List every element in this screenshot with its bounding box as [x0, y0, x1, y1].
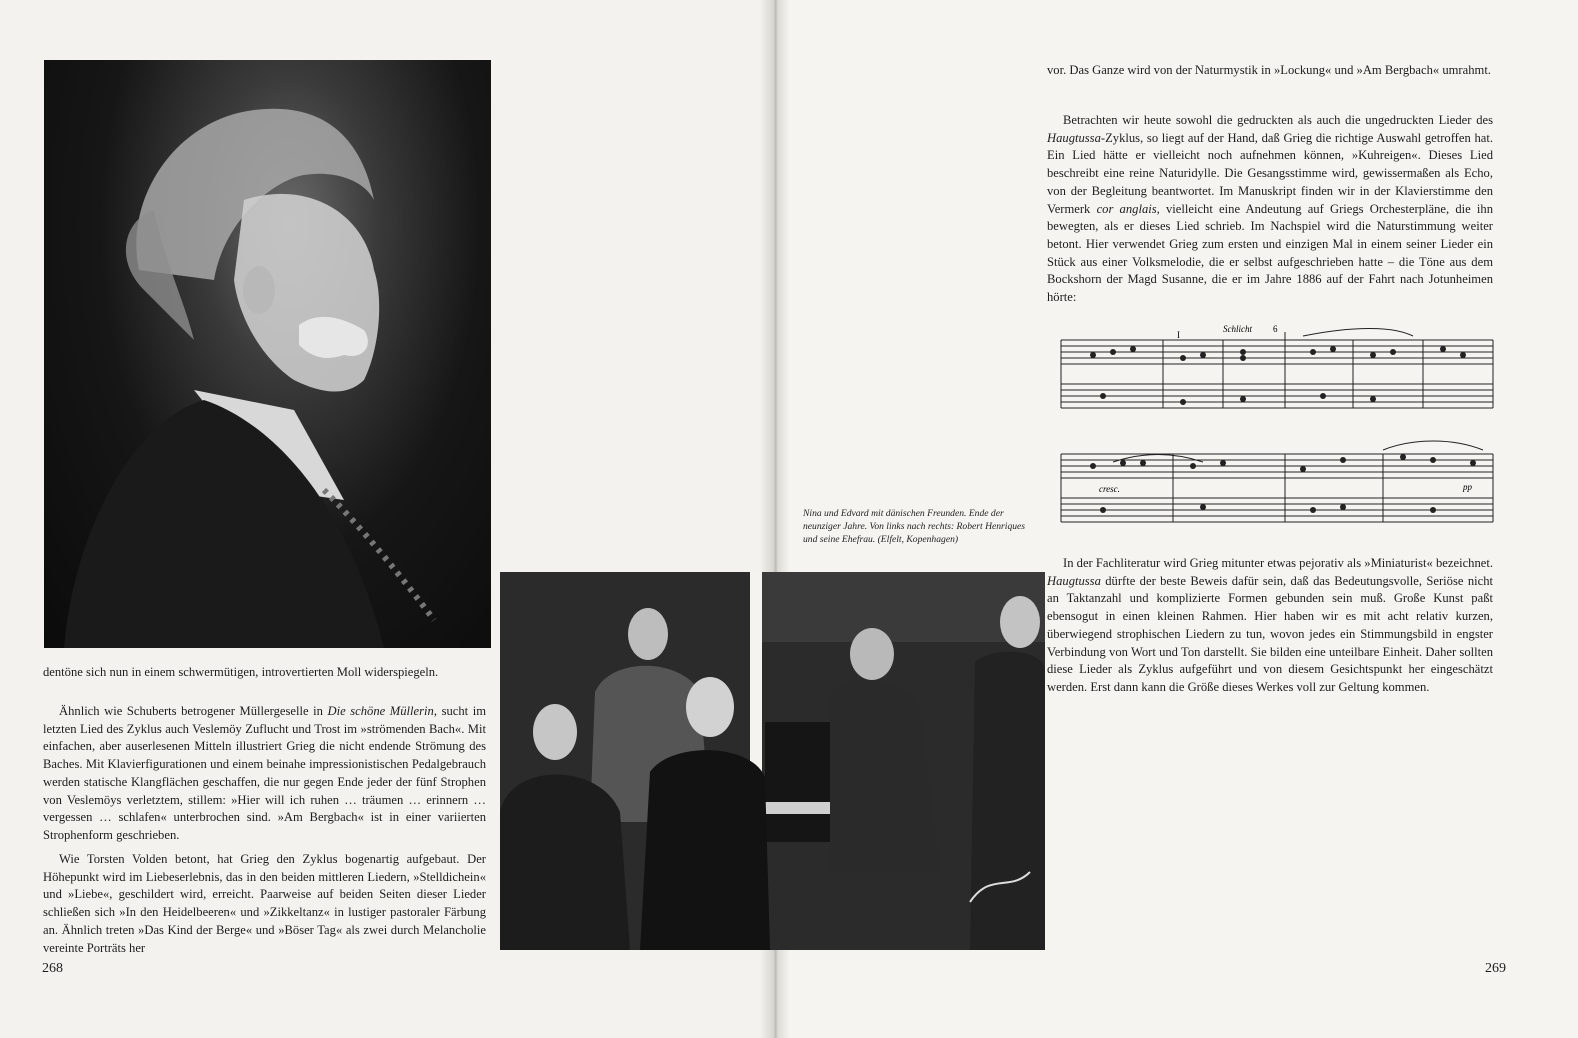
right-paragraph-2-text-a: Betrachten wir heute sowohl die gedruckten als auch die ungedruckten Lieder des: [1063, 113, 1493, 127]
right-paragraph-3-text-b: dürfte der beste Beweis dafür sein, daß das Bedeutungsvolle, Seriöse nicht an Taktanzahl und komplizierte Formen gebunden sein muß. Große Kunst paßt ebensogut in einen kleinen Rahmen. Hier haben wir es mit acht relativ kurzen, überwiegend strophischen Liedern zu tun, wovon jedes ein Stimmungsbild in engster Verbindung von Wort und Ton darstellt. Sie bilden eine unteilbare Einheit. Daher sollten diese Lieder als Zyklus aufgeführt und von diesem Gesichtspunkt her eingeschätzt werden. Erst dann kann die Größe dieses Werkes voll zur Geltung kommen.: [1047, 573, 1493, 694]
right-paragraph-2: [1047, 112, 1493, 307]
page-number-right: 269: [1485, 961, 1506, 976]
score-marking-six: 6: [1273, 324, 1278, 334]
right-paragraph-2-text-c: vielleicht eine Andeutung auf Griegs Orchesterpläne, die ihn bewegten, als er dieses Lied schrieb. Im Nachspiel wird die Naturstimmung weiter betont. Hier verwendet Grieg zum ersten und einzigen Mal in einem seiner Lieder ein Stück aus einer Volksmelodie, die er selbst aufgeschrieben hatte – die Töne aus dem Bockshorn der Magd Susanne, die er im Jahre 1886 auf der Fahrt nach Jotunheimen hörte:: [1047, 201, 1494, 305]
portrait-illustration: [44, 60, 491, 648]
score-dynamic-cresc: cresc.: [1099, 484, 1120, 494]
right-paragraph-2-text-b: -Zyklus, so liegt auf der Hand, daß Grieg die richtige Auswahl getroffen hat. Ein Lied hätte er vielleicht noch aufnehmen können, »Kuhreigen«. Dieses Lied beschreibt eine reine Naturidylle. Die Gesangsstimme wird, gewissermaßen als Echo, von der Begleitung beantwortet. Im Manuskript finden wir in der Klavierstimme den Vermerk: [1047, 130, 1493, 216]
right-paragraph-2-italic-2: cor anglais,: [1096, 201, 1160, 216]
right-paragraph-3-text-a: In der Fachliteratur wird Grieg mitunter etwas pejorativ als »Miniaturist« bezeichnet.: [1063, 556, 1493, 570]
score-marking-schlicht: Schlicht: [1223, 324, 1252, 334]
right-paragraph-2-italic-1: Haugtussa: [1047, 130, 1101, 145]
left-paragraph-2: [43, 703, 486, 845]
music-score: [1053, 322, 1523, 532]
grieg-portrait-photo: [44, 60, 491, 648]
group-photo: [500, 572, 1045, 950]
right-paragraph-3: [1047, 555, 1493, 697]
score-marking-one: I: [1177, 330, 1180, 340]
left-paragraph-3: Wie Torsten Volden betont, hat Grieg den Zyklus bogenartig aufgebaut. Der Höhepunkt wird im Liebeserlebnis, das in den beiden mittleren Liedern, »Stelldichein« und »Liebe«, geschildert wird, erreicht. Paarweise auf beiden Seiten dieser Lieder schließen sich »In den Heidelbeeren« und »Zikkeltanz« in lustiger pastoraler Färbung an. Ähnlich treten »Das Kind der Berge« und »Böser Tag« als zwei durch Melancholie vereinte Porträts her: [43, 852, 486, 955]
right-paragraph-3-italic: Haugtussa: [1047, 573, 1101, 588]
photo-caption: Nina und Edvard mit dänischen Freunden. Ende der neunziger Jahre. Von links nach rechts: Robert Henriques und seine Ehefrau. (Elfelt, Kopenhagen): [803, 508, 1026, 546]
right-paragraph-1: vor. Das Ganze wird von der Naturmystik in »Lockung« und »Am Bergbach« umrahmt.: [1047, 63, 1491, 77]
left-paragraph-2-text-a: Ähnlich wie Schuberts betrogener Müllergeselle in: [59, 704, 328, 718]
left-paragraph-1: dentöne sich nun in einem schwermütigen, introvertierten Moll widerspiegeln.: [43, 665, 439, 679]
score-dynamic-pp: pp: [1463, 482, 1472, 492]
page-number-left: 268: [42, 961, 63, 976]
left-paragraph-2-title: Die schöne Müllerin,: [327, 704, 437, 718]
left-paragraph-2-text-b: sucht im letzten Lied des Zyklus auch Veslemöy Zuflucht und Trost im »strömenden Bach«. Mit einfachen, aber auserlesenen Mitteln illustriert Grieg die nicht endende Strömung des Baches. Mit Klavierfigurationen und einem beinahe impressionistischen Pedalgebrauch werden statische Klangflächen geschaffen, die nur gegen Ende jeder der fünf Strophen von Veslemöys verletztem, stillem: »Hier will ich ruhen … träumen … erinnern … vergessen … schlafen« unterbrochen sind. »Am Bergbach« ist in einer variierten Strophenform geschrieben.: [43, 704, 487, 842]
group-photo-illustration: [500, 572, 1045, 950]
